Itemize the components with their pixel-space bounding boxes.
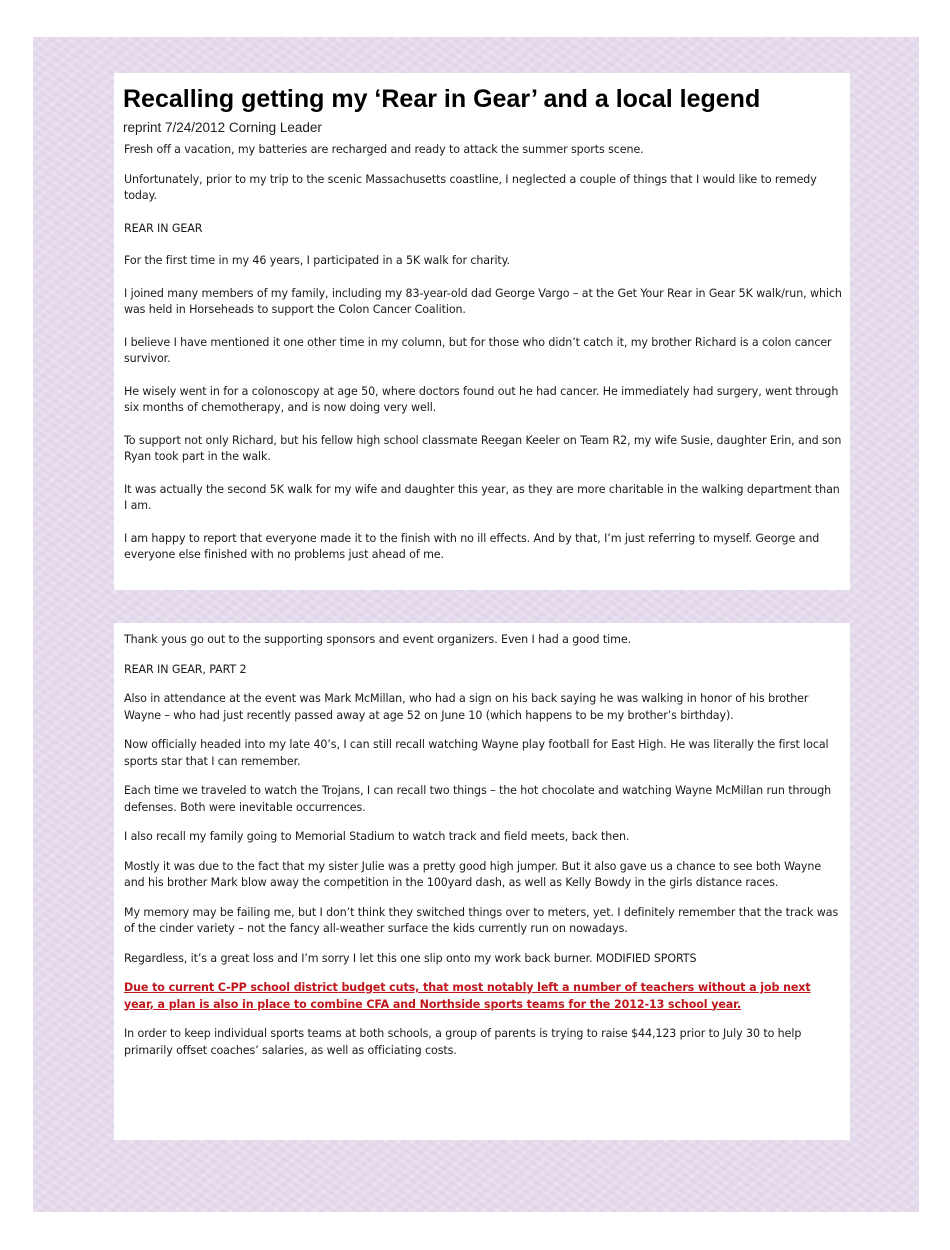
paragraph: I am happy to report that everyone made it to the finish with no ill effects. And by that, I’m just referring to myself. George and everyone else finished with no problems just ahead of me. (124, 531, 820, 561)
paragraph: Regardless, it’s a great loss and I’m sorry I let this one slip onto my work back burner. MODIFIED SPORTS (124, 951, 697, 965)
paragraph: Also in attendance at the event was Mark McMillan, who had a sign on his back saying he was walking in honor of his brother Wayne – who had just recently passed away at age 52 on June 10 (which happens to be my brother’s birthday). (124, 692, 809, 722)
paragraph: It was actually the second 5K walk for my wife and daughter this year, as they are more charitable in the walking department than I am. (124, 482, 840, 512)
section-heading: REAR IN GEAR (124, 221, 203, 235)
paragraph: Each time we traveled to watch the Trojans, I can recall two things – the hot chocolate and watching Wayne McMillan run through defenses. Both were inevitable occurrences. (124, 784, 832, 814)
paragraph: My memory may be failing me, but I don’t think they switched things over to meters, yet. I definitely remember that the track was of the cinder variety – not the fancy all-weather surface the kids currently run on nowadays. (124, 905, 839, 935)
paragraph: To support not only Richard, but his fellow high school classmate Reegan Keeler on Team R2, my wife Susie, daughter Erin, and son Ryan took part in the walk. (124, 433, 842, 463)
reprint-line: reprint 7/24/2012 Corning Leader (123, 120, 322, 135)
paragraph: I believe I have mentioned it one other time in my column, but for those who didn’t catch it, my brother Richard is a colon cancer survivor. (124, 335, 832, 365)
article-panel-bottom (114, 623, 850, 1140)
paragraph: For the first time in my 46 years, I participated in a 5K walk for charity. (124, 254, 510, 267)
paragraph: Unfortunately, prior to my trip to the scenic Massachusetts coastline, I neglected a couple of things that I would like to remedy today. (124, 172, 817, 202)
paragraph: He wisely went in for a colonoscopy at age 50, where doctors found out he had cancer. He immediately had surgery, went through six months of chemotherapy, and is now doing very well. (124, 384, 839, 414)
article-title: Recalling getting my ‘Rear in Gear’ and a local legend (123, 85, 761, 113)
paragraph: Thank yous go out to the supporting sponsors and event organizers. Even I had a good time. (124, 633, 631, 646)
paragraph: I also recall my family going to Memorial Stadium to watch track and field meets, back then. (124, 830, 630, 843)
paragraph: Now officially headed into my late 40’s, I can still recall watching Wayne play football for East High. He was literally the first local sports star that I can remember. (124, 738, 829, 768)
paragraph: Mostly it was due to the fact that my sister Julie was a pretty good high jumper. But it also gave us a chance to see both Wayne and his brother Mark blow away the competition in the 100yard dash, as well as Kelly Bowdy in the girls distance races. (124, 859, 822, 889)
paragraph: I joined many members of my family, including my 83-year-old dad George Vargo – at the Get Your Rear in Gear 5K walk/run, which was held in Horseheads to support the Colon Cancer Coalition. (124, 286, 842, 316)
section-heading: REAR IN GEAR, PART 2 (124, 662, 247, 676)
article-panel-top (114, 73, 850, 590)
paragraph: Fresh off a vacation, my batteries are recharged and ready to attack the summer sports scene. (124, 143, 644, 156)
paragraph: In order to keep individual sports teams at both schools, a group of parents is trying to raise $44,123 prior to July 30 to help primarily offset coaches’ salaries, as well as officiating costs. (124, 1027, 802, 1057)
highlighted-paragraph: Due to current C-PP school district budget cuts, that most notably left a number of teachers without a job next year, a plan is also in place to combine CFA and Northside sports teams for the 2012-13 school year. (124, 981, 811, 1011)
